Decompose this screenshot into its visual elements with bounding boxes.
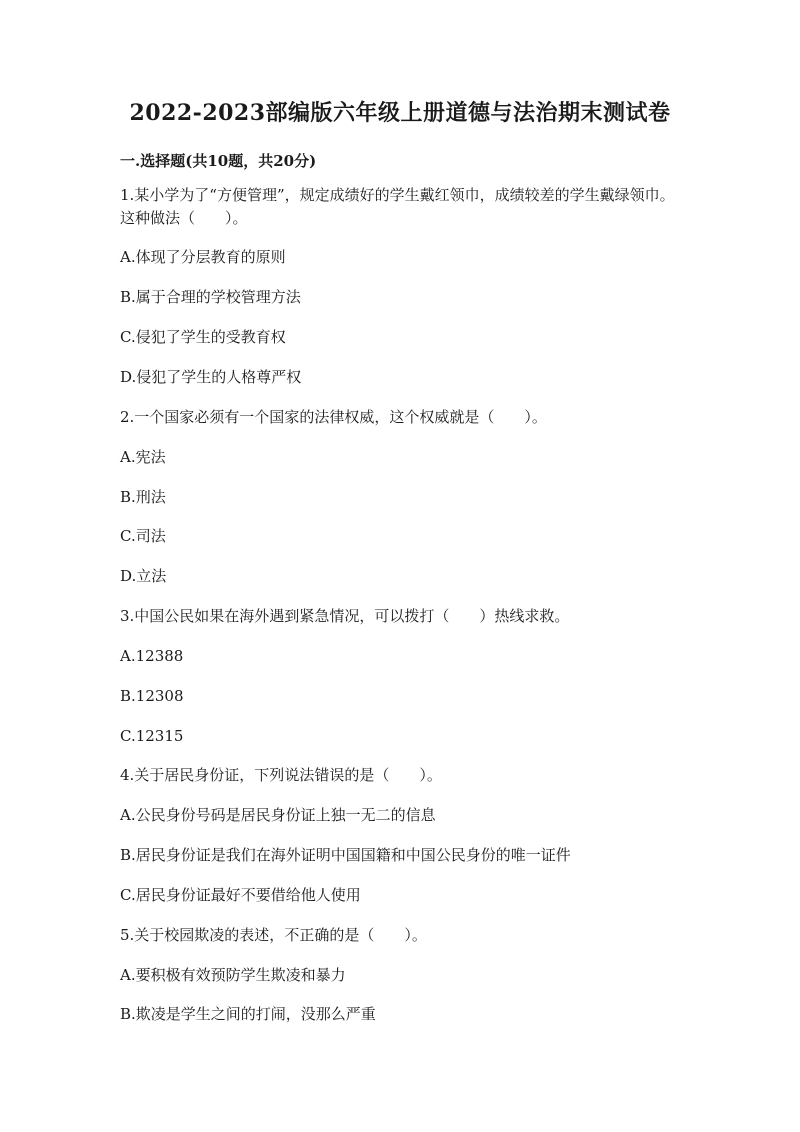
question-3-option-a: A.12388: [120, 647, 184, 665]
question-2-option-c: C.司法: [120, 527, 166, 545]
question-3-option-b: B.12308: [120, 687, 184, 705]
question-1-stem: 1.某小学为了“方便管理”，规定成绩好的学生戴红领巾，成绩较差的学生戴绿领巾。这种做法（ ）。: [120, 186, 675, 227]
question-2-stem: 2.一个国家必须有一个国家的法律权威，这个权威就是（ ）。: [120, 408, 547, 426]
question-2-option-d: D.立法: [120, 567, 167, 585]
question-1-option-d: D.侵犯了学生的人格尊严权: [120, 368, 302, 386]
question-1-option-b: B.属于合理的学校管理方法: [120, 288, 301, 306]
question-5-option-b: B.欺凌是学生之间的打闹，没那么严重: [120, 1005, 376, 1023]
page-title: 2022-2023部编版六年级上册道德与法治期末测试卷: [129, 100, 671, 126]
question-2-option-b: B.刑法: [120, 488, 166, 506]
question-4-option-b: B.居民身份证是我们在海外证明中国国籍和中国公民身份的唯一证件: [120, 846, 571, 864]
question-5-stem: 5.关于校园欺凌的表述，不正确的是（ ）。: [120, 926, 427, 944]
question-4-option-c: C.居民身份证最好不要借给他人使用: [120, 886, 361, 904]
question-4-stem: 4.关于居民身份证，下列说法错误的是（ ）。: [120, 766, 442, 784]
question-4-option-a: A.公民身份号码是居民身份证上独一无二的信息: [120, 806, 436, 824]
question-3-option-c: C.12315: [120, 727, 184, 745]
question-3-stem: 3.中国公民如果在海外遇到紧急情况，可以拨打（ ）热线求救。: [120, 607, 570, 625]
question-1-option-c: C.侵犯了学生的受教育权: [120, 328, 286, 346]
question-1-option-a: A.体现了分层教育的原则: [120, 248, 286, 266]
question-2-option-a: A.宪法: [120, 448, 166, 466]
section-heading: 一.选择题(共10题，共20分): [120, 152, 317, 170]
question-5-option-a: A.要积极有效预防学生欺凌和暴力: [120, 966, 346, 984]
